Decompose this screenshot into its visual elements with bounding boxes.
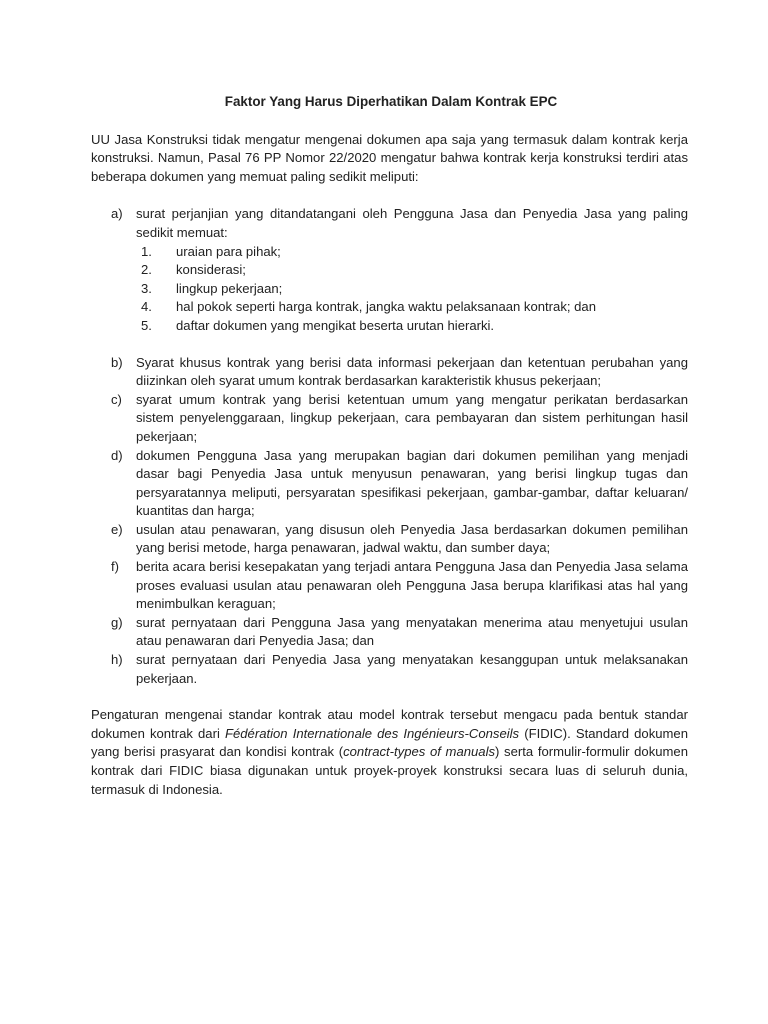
list-marker: g) [111,614,123,630]
requirements-list [91,205,688,688]
list-item-h [91,651,688,688]
sub-list-number: 2. [141,262,152,278]
list-item-text: surat pernyataan dari Pengguna Jasa yang menyatakan menerima atau menyetujui usulan atau penawaran dari Penyedia Jasa; dan [136,614,688,649]
sub-list-item [136,280,688,299]
sub-list-item [136,298,688,317]
sub-list-text: konsiderasi; [176,262,246,278]
contract-types-term: contract-types of manuals [343,744,496,760]
list-item-text: Syarat khusus kontrak yang berisi data informasi pekerjaan dan ketentuan perubahan yang diizinkan oleh syarat umum kontrak berdasarkan karakteristik khusus pekerjaan; [136,354,688,389]
sub-list [136,243,688,336]
list-item-e [91,521,688,558]
list-marker: b) [111,354,123,370]
list-item-text: surat pernyataan dari Penyedia Jasa yang menyatakan kesanggupan untuk melaksanakan pekerjaan. [136,652,688,686]
list-item-text: surat perjanjian yang ditandatangani oleh Pengguna Jasa dan Penyedia Jasa yang paling sedikit memuat: [136,206,688,240]
list-item-text: usulan atau penawaran, yang disusun oleh Penyedia Jasa berdasarkan dokumen pemilihan yang berisi metode, harga penawaran, jadwal waktu, dan sumber daya; [136,521,688,556]
list-marker: e) [111,521,123,537]
sub-list-number: 4. [141,299,152,315]
list-marker: c) [111,391,122,407]
list-item-text: berita acara berisi kesepakatan yang terjadi antara Pengguna Jasa dan Penyedia Jasa selama proses evaluasi usulan atau penawaran oleh Pengguna Jasa berupa klarifikasi atas hal yang menimbulkan keraguan; [136,559,688,612]
sub-list-text: daftar dokumen yang mengikat beserta urutan hierarki. [176,317,495,333]
list-item-text: syarat umum kontrak yang berisi ketentuan umum yang mengatur perikatan berdasarkan sistem penyelenggaraan, lingkup pekerjaan, cara pembayaran dan sistem perhitungan hasil pekerjaan; [136,391,688,444]
list-item-f [91,558,688,614]
list-marker: h) [111,652,123,668]
list-marker: d) [111,447,123,463]
list-item-d [91,447,688,521]
list-item-text: dokumen Pengguna Jasa yang merupakan bagian dari dokumen pemilihan yang menjadi dasar bagi Penyedia Jasa untuk menyusun penawaran, yang berisi lingkup tugas dan persyaratannya meliputi, persyaratan spesifikasi pekerjaan, gambar-gambar, daftar keluaran/ kuantitas dan harga; [136,447,688,519]
sub-list-number: 5. [141,317,152,333]
sub-list-text: uraian para pihak; [176,243,281,259]
list-marker: a) [111,206,123,222]
sub-list-text: lingkup pekerjaan; [176,280,283,296]
intro-paragraph: UU Jasa Konstruksi tidak mengatur mengenai dokumen apa saja yang termasuk dalam kontrak kerja konstruksi. Namun, Pasal 76 PP Nomor 22/2020 mengatur bahwa kontrak kerja konstruksi terdiri atas beberapa dokumen yang memuat paling sedikit meliputi: [91,131,688,184]
sub-list-number: 3. [141,280,152,296]
fidic-full-name: Fédération Internationale des Ingénieurs-Conseils [224,725,520,741]
sub-list-item [136,317,688,336]
closing-paragraph: Pengaturan mengenai standar kontrak atau model kontrak tersebut mengacu pada bentuk standar dokumen kontrak dari Fédération Internationale des Ingénieurs-Conseils (FIDIC). Standard dokumen yang berisi prasyarat dan kondisi kontrak (contract-types of manuals) serta formulir-formulir dokumen kontrak dari FIDIC biasa digunakan untuk proyek-proyek konstruksi secara luas di seluruh dunia, termasuk di Indonesia. [91,707,688,797]
list-marker: f) [111,559,119,575]
sub-list-text: hal pokok seperti harga kontrak, jangka waktu pelaksanaan kontrak; dan [176,299,596,315]
sub-list-item [136,243,688,262]
list-item-a [91,205,688,335]
list-item-b [91,354,688,391]
document-title: Faktor Yang Harus Diperhatikan Dalam Kontrak EPC [224,94,558,109]
list-item-c [91,391,688,447]
list-item-g [91,614,688,651]
list-spacer [91,336,688,354]
sub-list-number: 1. [141,243,152,259]
sub-list-item [136,261,688,280]
